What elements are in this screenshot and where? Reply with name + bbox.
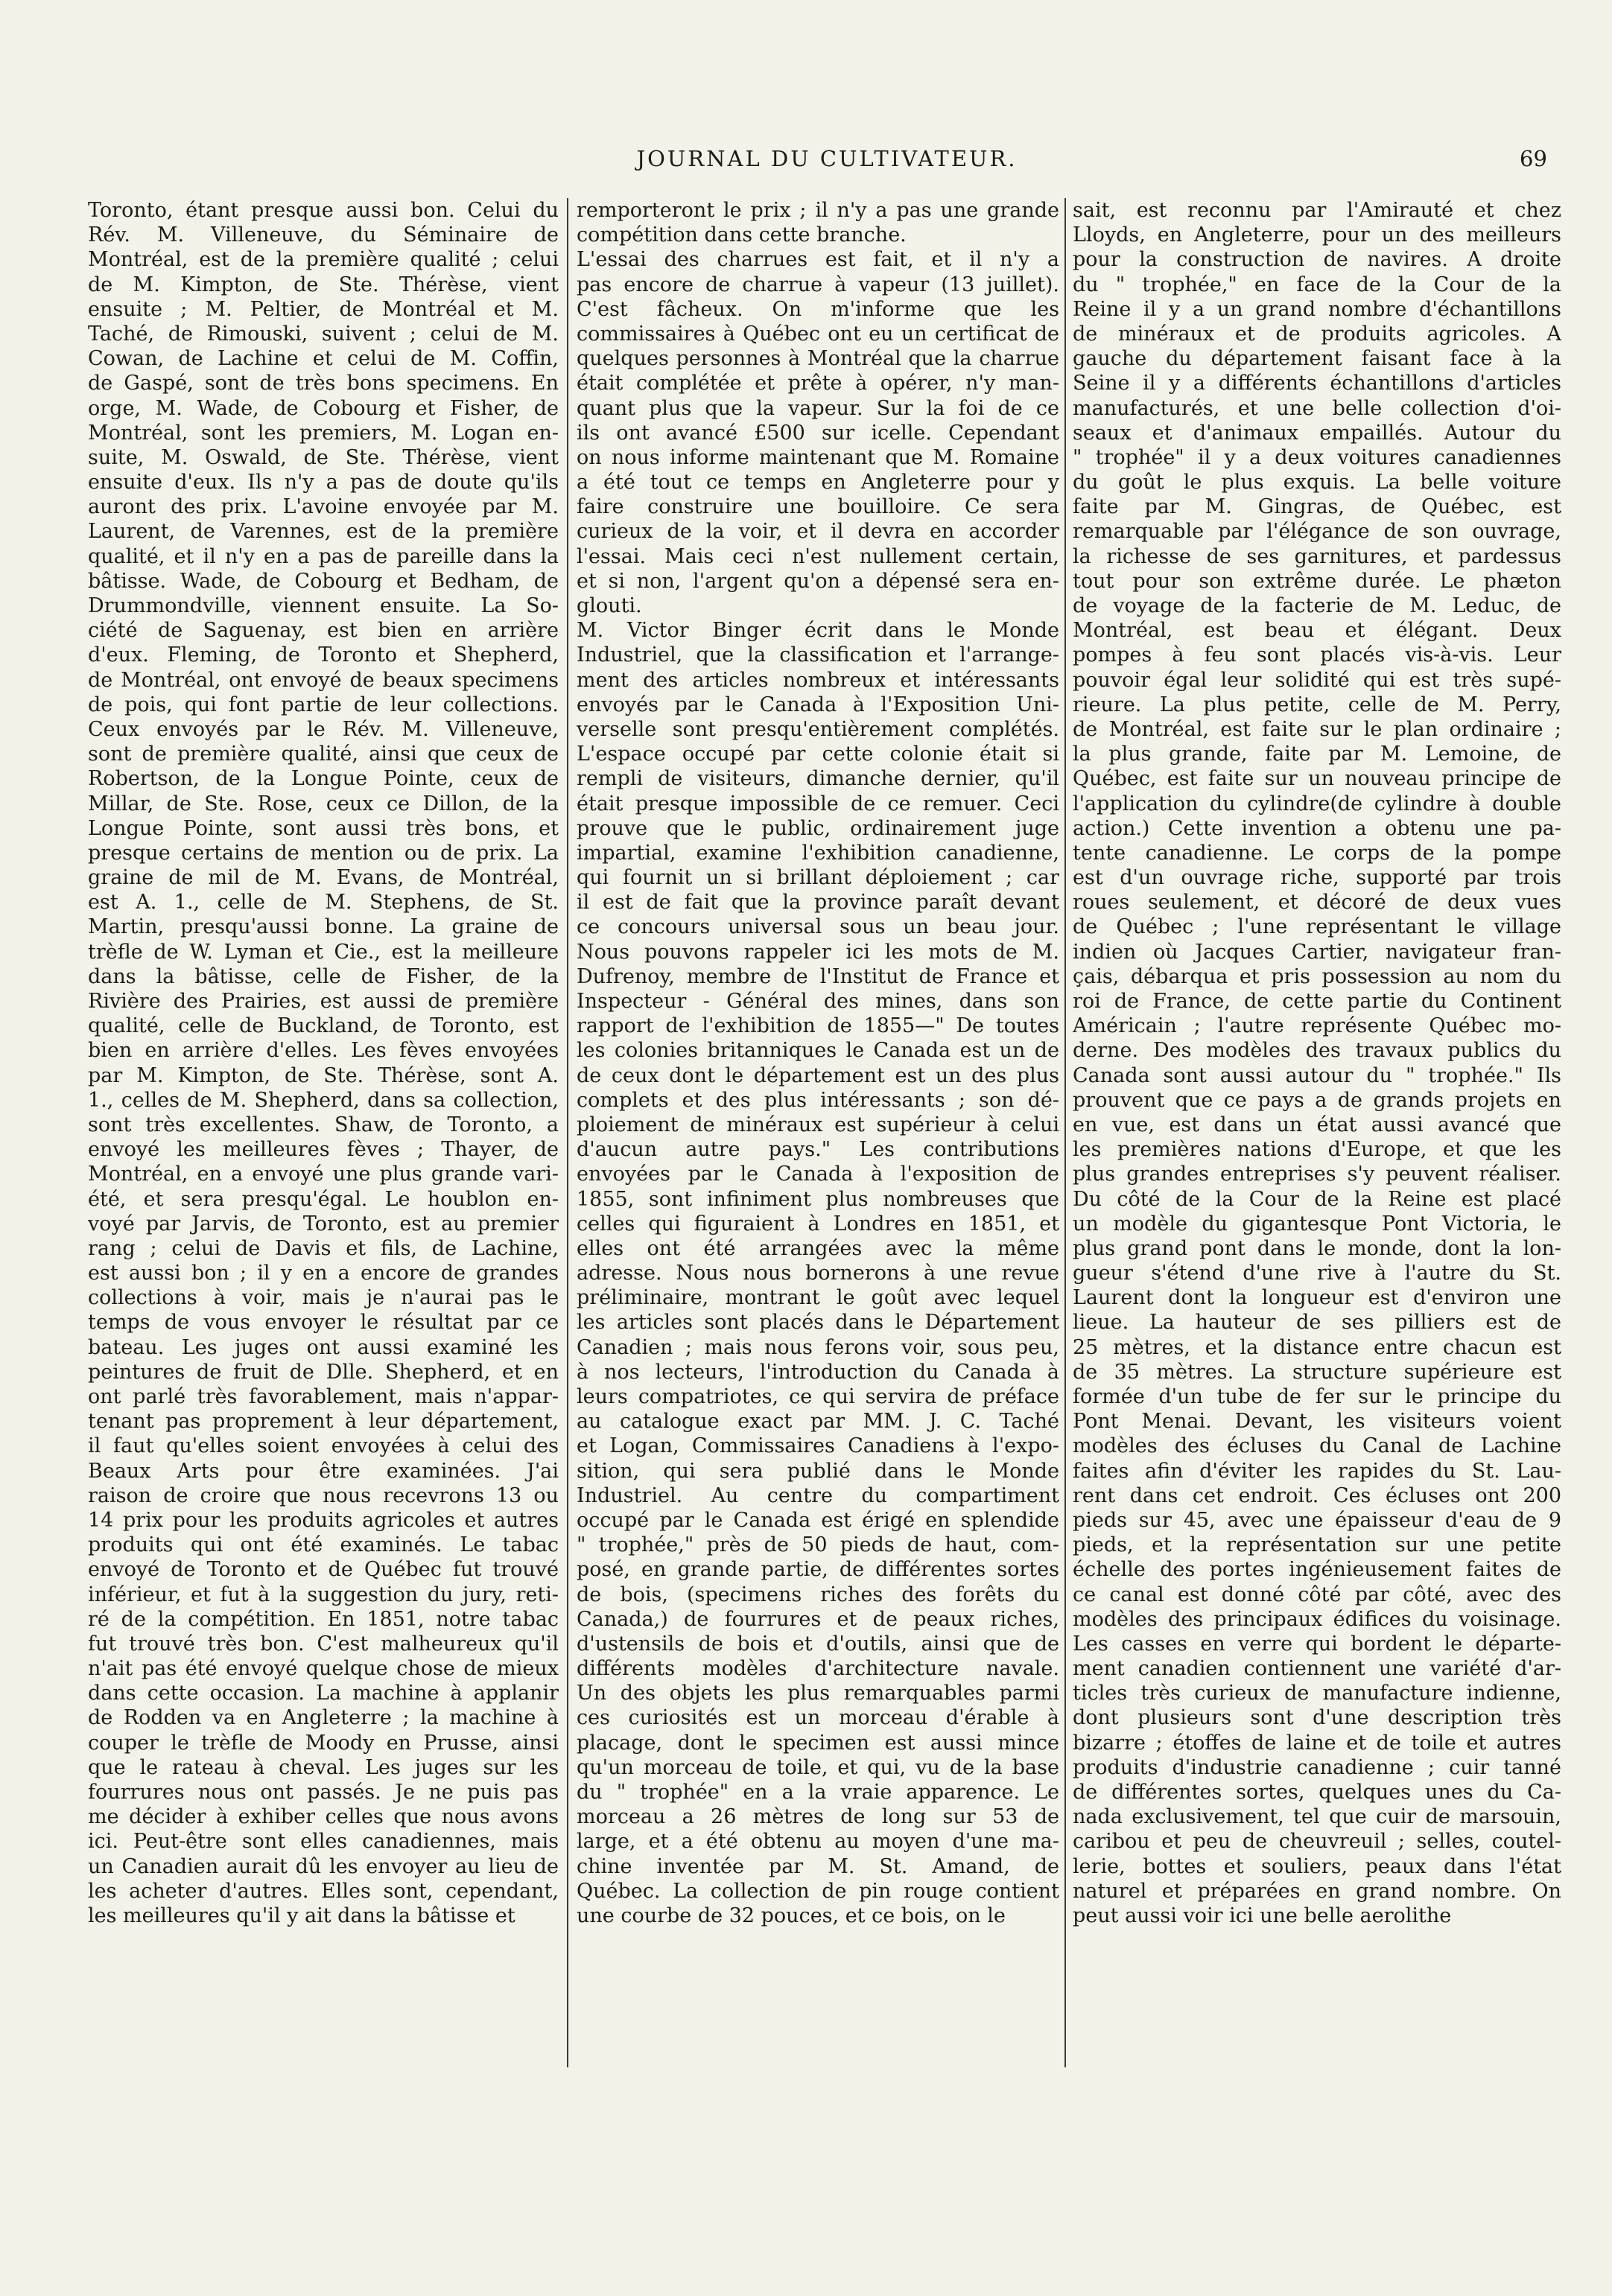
text-line: çais, débarqua et pris possession au nom du [1073,964,1561,988]
text-line: dont plusieurs sont d'une description très [1073,1706,1561,1730]
text-line: de bois, (specimens riches des forêts du [577,1583,1059,1606]
text-line: de ceux dont le département est un des plus [577,1063,1059,1087]
text-line: ment des articles nombreux et intéressants [577,668,1059,692]
text-line: prouvent que ce pays a de grands projets en [1073,1088,1561,1112]
text-line: il est de fait que la province paraît devant [577,891,1059,915]
text-line: modèles des principaux édifices du voisinage. [1073,1607,1561,1631]
text-line: de minéraux et de produits agricoles. A [1073,322,1561,346]
text-line: les articles sont placés dans le Département [577,1311,1059,1335]
text-line: tout pour son extrême durée. Le phæton [1073,569,1561,593]
text-line: l'application du cylindre(de cylindre à double [1073,792,1561,815]
text-line: de Montréal, est faite sur le plan ordinaire ; [1073,717,1561,741]
text-line: préliminaire, montrant le goût avec lequel [577,1286,1059,1310]
text-line: ciété de Saguenay, est bien en arrière [88,619,559,643]
text-line: roi de France, de cette partie du Continent [1073,990,1561,1013]
text-line: Rivière des Prairies, est aussi de première [88,990,559,1013]
text-line: Montréal, en a envoyé une plus grande vari- [88,1163,559,1186]
text-column-1 [88,198,559,1928]
text-line: 1855, sont infiniment plus nombreuses que [577,1187,1059,1211]
text-line: n'ait pas été envoyé quelque chose de mieux [88,1657,559,1681]
text-line: action.) Cette invention a obtenu une pa- [1073,816,1561,840]
text-line: et Logan, Commissaires Canadiens à l'expo- [577,1434,1059,1458]
text-line: Industriel, que la classification et l'arrange- [577,643,1059,667]
text-line: Montréal, est de la première qualité ; celui [88,248,559,272]
text-line: tenant pas proprement à leur département, [88,1410,559,1434]
text-line: commissaires à Québec ont eu un certificat de [577,322,1059,346]
text-line: manufacturés, et une belle collection d'oi- [1073,396,1561,420]
text-line: d'aucun autre pays." Les contributions [577,1138,1059,1162]
text-line: envoyé les meilleures fèves ; Thayer, de [88,1138,559,1162]
text-line: prouve que le public, ordinairement juge [577,816,1059,840]
text-line: posé, en grande partie, de différentes sortes [577,1558,1059,1582]
text-line: produits qui ont été examinés. Le tabac [88,1533,559,1557]
text-line: 25 mètres, et la distance entre chacun est [1073,1335,1561,1359]
text-line: Reine il y a un grand nombre d'échantillons [1073,297,1561,321]
text-line: fourrures nous ont passés. Je ne puis pas [88,1781,559,1804]
text-line: " trophée" il y a deux voitures canadiennes [1073,445,1561,469]
text-line: quelques personnes à Montréal que la charrue [577,347,1059,371]
text-line: à nos lecteurs, l'introduction du Canada à [577,1360,1059,1384]
column-rule-1 [567,198,568,2067]
text-line: glouti. [577,594,642,617]
text-line: C'est fâcheux. On m'informe que les [577,297,1059,321]
text-line: nada exclusivement, tel que cuir de marsouin, [1073,1805,1561,1829]
text-line: d'ustensils de bois et d'outils, ainsi que de [577,1632,1059,1656]
text-line: Taché, de Rimouski, suivent ; celui de M. [88,322,559,346]
text-line: Drummondville, viennent ensuite. La So- [88,594,559,617]
text-line: lieue. La hauteur de ses pilliers est de [1073,1311,1561,1335]
text-line: de Québec ; l'une représentant le village [1073,915,1561,939]
text-line: orge, M. Wade, de Cobourg et Fisher, de [88,396,559,420]
text-line: L'espace occupé par cette colonie était si [577,742,1059,766]
text-line: en vue, est dans un état aussi avancé que [1073,1113,1561,1136]
text-line: Laurent, de Varennes, est de la première [88,520,559,544]
text-line: du " trophée" en a la vraie apparence. Le [577,1781,1059,1804]
text-line: bien en arrière d'elles. Les fèves envoyées [88,1039,559,1063]
text-line: Dufrenoy, membre de l'Institut de France et [577,964,1059,988]
text-line: sition, qui sera publié dans le Monde [577,1459,1059,1483]
text-line: presque certains de mention ou de prix. La [88,841,559,865]
text-line: Martin, presqu'aussi bonne. La graine de [88,915,559,939]
text-line: gueur s'étend d'une rive à l'autre du St. [1073,1262,1561,1285]
text-line: faite par M. Gingras, de Québec, est [1073,495,1561,519]
text-line: de M. Kimpton, de Ste. Thérèse, vient [88,273,559,296]
text-line: était complétée et prête à opérer, n'y man- [577,372,1059,395]
text-line: d'eux. Fleming, de Toronto et Shepherd, [88,643,559,667]
text-line: de Gaspé, sont de très bons specimens. En [88,372,559,395]
text-line: produits d'industrie canadienne ; cuir tanné [1073,1755,1561,1779]
text-line: adresse. Nous nous bornerons à une revue [577,1262,1059,1285]
text-line: L'essai des charrues est fait, et il n'y a [577,248,1059,272]
text-line: morceau a 26 mètres de long sur 53 de [577,1805,1059,1829]
text-line: l'essai. Mais ceci n'est nullement certain, [577,544,1059,568]
text-line: Canadien ; mais nous ferons voir, sous peu, [577,1335,1059,1359]
text-line: temps de vous envoyer le résultat par ce [88,1311,559,1335]
text-line: derne. Des modèles des travaux publics du [1073,1039,1561,1063]
text-line: la richesse de ses garnitures, et pardessus [1073,544,1561,568]
text-line: tente canadienne. Le corps de la pompe [1073,841,1561,865]
text-line: Ceux envoyés par le Rév. M. Villeneuve, [88,717,559,741]
text-line: envoyées par le Canada à l'exposition de [577,1163,1059,1186]
text-line: échelle des portes ingénieusement faites de [1073,1558,1561,1582]
journal-title: JOURNAL DU CULTIVATEUR. [636,146,1018,171]
text-line: faire construire une bouilloire. Ce sera [577,495,1059,519]
text-line: Beaux Arts pour être examinées. J'ai [88,1459,559,1483]
text-line: M. Victor Binger écrit dans le Monde [577,619,1059,643]
text-line: Robertson, de la Longue Pointe, ceux de [88,767,559,791]
text-line: fut trouvé très bon. C'est malheureux qu'il [88,1632,559,1656]
text-line: une courbe de 32 pouces, et ce bois, on le [577,1904,1006,1927]
text-column-2 [577,198,1059,1928]
text-line: la plus grande, faite par M. Lemoine, de [1073,742,1561,766]
text-line: les colonies britanniques le Canada est un de [577,1039,1059,1063]
text-line: est aussi bon ; il y en a encore de grandes [88,1262,559,1285]
text-line: sont très excellentes. Shaw, de Toronto, a [88,1113,559,1136]
text-line: 1., celles de M. Shepherd, dans sa collection, [88,1088,559,1112]
text-line: de Montréal, ont envoyé de beaux specimens [88,668,559,692]
text-line: pieds sur 45, avec une épaisseur d'eau de 9 [1073,1508,1561,1532]
text-line: ticles très curieux de manufacture indienne, [1073,1682,1561,1705]
text-line: Québec, est faite sur un nouveau principe de [1073,767,1561,791]
text-line: impartial, examine l'exhibition canadienne, [577,841,1059,865]
text-line: celles qui figuraient à Londres en 1851, et [577,1212,1059,1236]
text-line: formée d'un tube de fer sur le principe du [1073,1385,1561,1408]
text-line: qualité, celle de Buckland, de Toronto, est [88,1014,559,1038]
text-line: curieux de la voir, et il devra en accorder [577,520,1059,544]
text-line: pouvoir égal leur solidité qui est très supé- [1073,668,1561,692]
text-line: envoyés par le Canada à l'Exposition Uni- [577,693,1059,716]
text-line: pieds, et la représentation sur une petite [1073,1533,1561,1557]
text-line: que le rateau à cheval. Les juges sur les [88,1755,559,1779]
text-line: Inspecteur - Général des mines, dans son [577,990,1059,1013]
text-line: Les casses en verre qui bordent le départe- [1073,1632,1561,1656]
text-line: les acheter d'autres. Elles sont, cependant, [88,1879,559,1903]
text-line: quant plus que la vapeur. Sur la foi de ce [577,396,1059,420]
text-line: pas encore de charrue à vapeur (13 juillet). [577,273,1059,296]
text-line: Canada,) de fourrures et de peaux riches, [577,1607,1059,1631]
text-line: voyé par Jarvis, de Toronto, est au premier [88,1212,559,1236]
text-line: Du côté de la Cour de la Reine est placé [1073,1187,1561,1211]
text-line: remarquable par l'élégance de son ouvrage, [1073,520,1561,544]
text-line: ces curiosités est un morceau d'érable à [577,1706,1059,1730]
text-line: auront des prix. L'avoine envoyée par M. [88,495,559,519]
text-line: ensuite d'eux. Ils n'y a pas de doute qu'ils [88,471,559,495]
text-line: dans cette occasion. La machine à applanir [88,1682,559,1705]
text-line: lerie, bottes et souliers, peaux dans l'état [1073,1854,1561,1878]
text-line: Lloyds, en Angleterre, pour un des meilleurs [1073,223,1561,247]
text-line: de différentes sortes, quelques unes du Ca- [1073,1781,1561,1804]
text-line: était presque impossible de ce remuer. Ceci [577,792,1059,815]
text-line: et si non, l'argent qu'on a dépensé sera en- [577,569,1059,593]
text-line: est d'un ouvrage riche, supporté par trois [1073,866,1561,890]
text-line: peut aussi voir ici une belle aerolithe [1073,1904,1452,1927]
text-line: chine inventée par M. St. Amand, de [577,1854,1059,1878]
text-line: Pont Menai. Devant, les visiteurs voient [1073,1410,1561,1434]
text-line: ici. Peut-être sont elles canadiennes, mais [88,1830,559,1854]
text-line: Québec. La collection de pin rouge contient [577,1879,1059,1903]
text-line: du goût le plus exquis. La belle voiture [1073,471,1561,495]
text-line: graine de mil de M. Evans, de Montréal, [88,866,559,890]
text-line: occupé par le Canada est érigé en splendide [577,1508,1059,1532]
text-line: caribou et peu de cheuvreuil ; selles, coutel- [1073,1830,1561,1854]
text-line: remporteront le prix ; il n'y a pas une grande [577,199,1059,222]
text-line: ont parlé très favorablement, mais n'appar- [88,1385,559,1408]
text-line: les premières nations d'Europe, et que les [1073,1138,1561,1162]
text-line: rapport de l'exhibition de 1855—" De toutes [577,1014,1059,1038]
text-line: 14 prix pour les produits agricoles et autres [88,1508,559,1532]
text-line: été, et sera presqu'égal. Le houblon en- [88,1187,559,1211]
text-line: envoyé de Toronto et de Québec fut trouvé [88,1558,559,1582]
text-line: rempli de visiteurs, dimanche dernier, qu'il [577,767,1059,791]
text-line: a été tout ce temps en Angleterre pour y [577,471,1059,495]
text-line: ce concours universal sous un beau jour. [577,915,1059,939]
text-line: roues seulement, et décoré de deux vues [1073,891,1561,915]
text-line: compétition dans cette branche. [577,223,907,247]
text-line: Montréal, sont les premiers, M. Logan en- [88,421,559,445]
text-line: bâtisse. Wade, de Cobourg et Bedham, de [88,569,559,593]
text-line: sont de première qualité, ainsi que ceux de [88,742,559,766]
text-line: ensuite ; M. Peltier, de Montréal et M. [88,297,559,321]
text-line: pour la construction de navires. A droite [1073,248,1561,272]
text-line: un modèle du gigantesque Pont Victoria, le [1073,1212,1561,1236]
text-line: Millar, de Ste. Rose, ceux ce Dillon, de la [88,792,559,815]
text-line: est A. 1., celle de M. Stephens, de St. [88,891,559,915]
text-line: de voyage de la facterie de M. Leduc, de [1073,594,1561,617]
text-column-3 [1073,198,1561,1928]
text-line: par M. Kimpton, de Ste. Thérèse, sont A. [88,1063,559,1087]
text-line: ils ont avancé £500 sur icelle. Cependant [577,421,1059,445]
text-line: verselle sont presqu'entièrement complétés. [577,717,1059,741]
text-line: large, et a été obtenu au moyen d'une ma- [577,1830,1059,1854]
text-line: indien où Jacques Cartier, navigateur fran- [1073,940,1561,964]
text-line: raison de croire que nous recevrons 13 ou [88,1484,559,1507]
text-line: complets et des plus intéressants ; son dé- [577,1088,1059,1112]
text-line: un Canadien aurait dû les envoyer au lieu de [88,1854,559,1878]
text-line: bateau. Les juges ont aussi examiné les [88,1335,559,1359]
text-line: Cowan, de Lachine et celui de M. Coffin, [88,347,559,371]
text-line: Toronto, étant presque aussi bon. Celui du [88,199,559,222]
text-line: plus grandes entreprises s'y peuvent réaliser. [1073,1163,1561,1186]
text-line: collections à voir, mais je n'aurai pas le [88,1286,559,1310]
text-line: naturel et préparées en grand nombre. On [1073,1879,1561,1903]
text-line: " trophée," près de 50 pieds de haut, com- [577,1533,1059,1557]
text-line: sait, est reconnu par l'Amirauté et chez [1073,199,1561,222]
text-line: leurs compatriotes, ce qui servira de préface [577,1385,1059,1408]
text-line: de Rodden va en Angleterre ; la machine à [88,1706,559,1730]
text-line: du " trophée," en face de la Cour de la [1073,273,1561,296]
text-line: qui fournit un si brillant déploiement ; car [577,866,1059,890]
text-line: suite, M. Oswald, de Ste. Thérèse, vient [88,445,559,469]
text-line: Longue Pointe, sont aussi très bons, et [88,816,559,840]
text-line: plus grand pont dans le monde, dont la lon- [1073,1236,1561,1260]
text-line: Industriel. Au centre du compartiment [577,1484,1059,1507]
text-line: gauche du département faisant face à la [1073,347,1561,371]
text-line: il faut qu'elles soient envoyées à celui des [88,1434,559,1458]
text-line: rent dans cet endroit. Ces écluses ont 200 [1073,1484,1561,1507]
text-line: ré de la compétition. En 1851, notre tabac [88,1607,559,1631]
text-line: Seine il y a différents échantillons d'articles [1073,372,1561,395]
text-line: ploiement de minéraux est supérieur à celui [577,1113,1059,1136]
text-line: dans la bâtisse, celle de Fisher, de la [88,964,559,988]
text-line: rang ; celui de Davis et fils, de Lachine, [88,1236,559,1260]
text-line: au catalogue exact par MM. J. C. Taché [577,1410,1059,1434]
text-line: Montréal, est beau et élégant. Deux [1073,619,1561,643]
text-line: elles ont été arrangées avec la même [577,1236,1059,1260]
text-line: Rév. M. Villeneuve, du Séminaire de [88,223,559,247]
text-line: modèles des écluses du Canal de Lachine [1073,1434,1561,1458]
text-line: Un des objets les plus remarquables parmi [577,1682,1059,1705]
text-line: inférieur, et fut à la suggestion du jury, reti- [88,1583,559,1606]
text-line: pompes à feu sont placés vis-à-vis. Leur [1073,643,1561,667]
text-line: trèfle de W. Lyman et Cie., est la meilleure [88,940,559,964]
text-line: ce canal est donné côté par côté, avec des [1073,1583,1561,1606]
text-line: placage, dont le specimen est aussi mince [577,1731,1059,1755]
text-line: Canada sont aussi autour du " trophée." Ils [1073,1063,1561,1087]
text-line: faites afin d'éviter les rapides du St. Lau- [1073,1459,1561,1483]
page-number: 69 [1520,146,1547,171]
text-line: qu'un morceau de toile, et qui, vu de la base [577,1755,1059,1779]
text-line: les meilleures qu'il y ait dans la bâtisse et [88,1904,515,1927]
page-header [0,146,1612,176]
text-line: bizarre ; étoffes de laine et de toile et autres [1073,1731,1561,1755]
text-line: qualité, et il n'y en a pas de pareille dans la [88,544,559,568]
text-line: de 35 mètres. La structure supérieure est [1073,1360,1561,1384]
text-line: peintures de fruit de Dlle. Shepherd, et en [88,1360,559,1384]
text-line: Nous pouvons rappeler ici les mots de M. [577,940,1059,964]
text-line: me décider à exhiber celles que nous avons [88,1805,559,1829]
text-line: seaux et d'animaux empaillés. Autour du [1073,421,1561,445]
text-line: couper le trèfle de Moody en Prusse, ainsi [88,1731,559,1755]
text-line: ment canadien contiennent une variété d'ar- [1073,1657,1561,1681]
text-line: Américain ; l'autre représente Québec mo- [1073,1014,1561,1038]
text-line: on nous informe maintenant que M. Romaine [577,445,1059,469]
column-rule-2 [1064,198,1066,2067]
text-line: différents modèles d'architecture navale. [577,1657,1059,1681]
text-line: Laurent dont la longueur est d'environ une [1073,1286,1561,1310]
text-line: rieure. La plus petite, celle de M. Perry, [1073,693,1561,716]
text-line: de pois, qui font partie de leur collections. [88,693,559,716]
